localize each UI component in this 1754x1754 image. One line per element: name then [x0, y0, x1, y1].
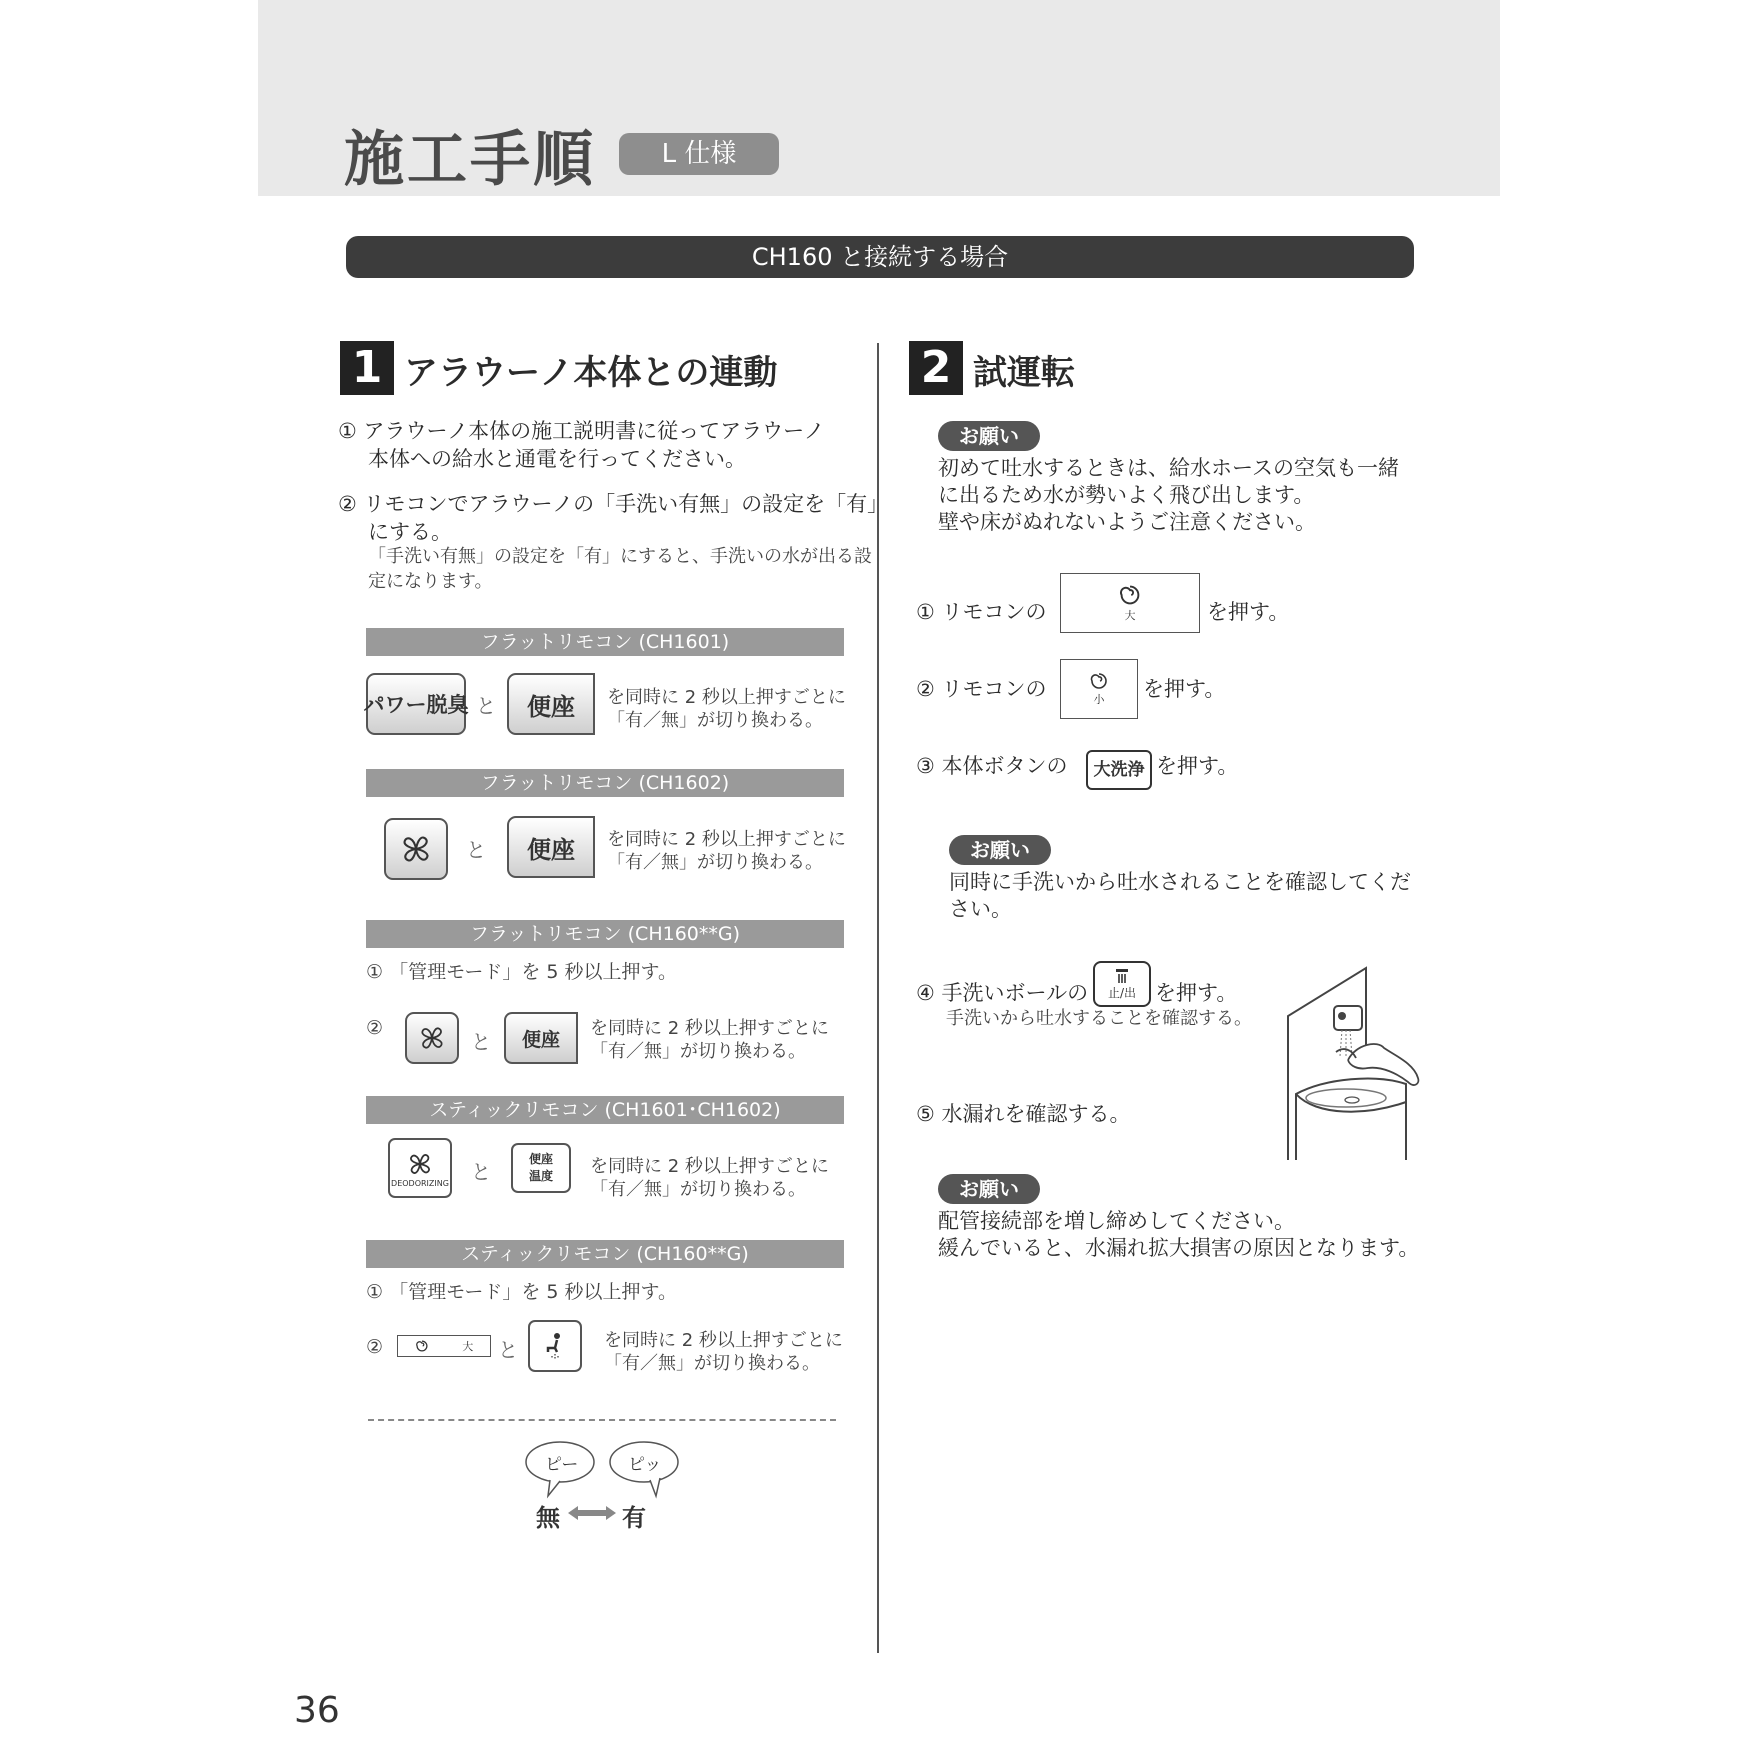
note3-line1: 配管接続部を増し締めしてください。: [938, 1209, 1295, 1233]
request-badge: お願い: [938, 421, 1040, 451]
section-number-1: 1: [340, 341, 394, 395]
press-text: を押す。: [1143, 677, 1226, 701]
page-title: 施工手順: [344, 125, 596, 195]
fan-icon: [397, 830, 435, 868]
remote-bar-stick-ch160g: スティックリモコン (CH160**G): [366, 1240, 844, 1268]
press-text: を押す。: [1155, 981, 1238, 1005]
note1-line1: 初めて吐水するときは、給水ホースの空気も一緒: [938, 456, 1399, 480]
large-flush-body-button[interactable]: 大洗浄: [1086, 750, 1152, 790]
note1-line3: 壁や床がぬれないようご注意ください。: [938, 510, 1316, 534]
test-step4-note: 手洗いから吐水することを確認する。: [946, 1008, 1252, 1029]
note3-line2: 緩んでいると、水漏れ拡大損害の原因となります。: [938, 1236, 1420, 1260]
desc-line1: を同時に 2 秒以上押すごとに: [604, 1330, 843, 1351]
section-title-2: 試運転: [973, 353, 1075, 393]
swirl-icon: [415, 1339, 429, 1353]
off-label: 無: [536, 1504, 560, 1532]
page-number: 36: [294, 1690, 340, 1731]
note2-line1: 同時に手洗いから吐水されることを確認してくだ: [949, 870, 1411, 894]
desc-line2: 「有／無」が切り換わる。: [604, 1353, 820, 1374]
power-deodorize-button[interactable]: パワー脱臭: [366, 673, 466, 735]
desc-line2: 「有／無」が切り換わる。: [607, 852, 823, 873]
note1-line2: に出るため水が勢いよく飛び出します。: [938, 483, 1315, 507]
note2-line2: さい。: [949, 897, 1012, 921]
step1-line2: 本体への給水と通電を行ってください。: [368, 447, 746, 471]
request-badge: お願い: [938, 1174, 1040, 1204]
test-step3: ③ 本体ボタンの: [916, 754, 1068, 778]
small-label: 小: [1093, 693, 1105, 706]
seat-temperature-button[interactable]: [511, 1143, 571, 1193]
step-number-2: ②: [366, 1017, 384, 1039]
swirl-icon: [1089, 671, 1109, 691]
remote-flush-large-button[interactable]: [1060, 573, 1200, 633]
fan-icon: [405, 1149, 435, 1179]
remote-flush-small-button[interactable]: [1060, 659, 1138, 719]
remote-bar-ch160g: フラットリモコン (CH160**G): [366, 920, 844, 948]
flush-large-button[interactable]: [397, 1335, 491, 1357]
and-text: と: [466, 838, 486, 862]
test-step1: ① リモコンの: [916, 600, 1047, 624]
fan-icon: [416, 1022, 448, 1054]
hand-wash-illustration: [1286, 966, 1422, 1160]
desc-line2: 「有／無」が切り換わる。: [590, 1041, 806, 1062]
and-text: と: [498, 1338, 518, 1362]
press-text: を押す。: [1156, 754, 1239, 778]
desc-line1: を同時に 2 秒以上押すごとに: [590, 1018, 829, 1039]
deodorize-fan-button[interactable]: [405, 1012, 459, 1064]
beep-short-label: ピッ: [628, 1455, 662, 1475]
deodorizing-label: DEODORIZING: [391, 1178, 449, 1188]
and-text: と: [471, 1160, 491, 1184]
seat-button[interactable]: 便座: [504, 1012, 578, 1064]
test-step2: ② リモコンの: [916, 677, 1047, 701]
step2-line2: にする。: [368, 520, 452, 544]
remote-bar-stick-ch1601-ch1602: スティックリモコン (CH1601･CH1602): [366, 1096, 844, 1124]
stop-start-button[interactable]: [1093, 961, 1151, 1007]
large-label: 大: [1124, 609, 1136, 622]
spec-badge: L 仕様: [619, 133, 779, 175]
step2-line1: ② リモコンでアラウーノの「手洗い有無」の設定を「有」: [338, 492, 889, 516]
seat-button[interactable]: 便座: [507, 673, 595, 735]
test-step4: ④ 手洗いボールの: [916, 981, 1089, 1005]
faucet-icon: [1115, 968, 1129, 984]
double-arrow-icon: [566, 1504, 618, 1522]
bidet-icon: [540, 1330, 570, 1362]
temperature-label: 温度: [528, 1169, 553, 1183]
test-step5: ⑤ 水漏れを確認する。: [916, 1102, 1131, 1126]
on-label: 有: [622, 1504, 646, 1532]
admin-mode-step: ① 「管理モード」を 5 秒以上押す。: [366, 1281, 677, 1303]
step1-line1: ① アラウーノ本体の施工説明書に従ってアラウーノ: [338, 419, 825, 443]
and-text: と: [471, 1030, 491, 1054]
request-badge: お願い: [949, 835, 1051, 865]
swirl-icon: [1118, 583, 1142, 607]
remote-bar-ch1601: フラットリモコン (CH1601): [366, 628, 844, 656]
stop-start-label: 止/出: [1107, 985, 1137, 1000]
desc-line2: 「有／無」が切り換わる。: [607, 710, 823, 731]
desc-line1: を同時に 2 秒以上押すごとに: [607, 687, 846, 708]
bidet-button[interactable]: [528, 1320, 582, 1372]
section-title-1: アラウーノ本体との連動: [404, 353, 778, 393]
seat-label: 便座: [528, 1152, 553, 1166]
seat-button[interactable]: 便座: [507, 816, 595, 878]
desc-line1: を同時に 2 秒以上押すごとに: [607, 829, 846, 850]
section-banner: CH160 と接続する場合: [346, 236, 1414, 278]
step2-note2: 定になります。: [368, 571, 493, 592]
large-label: 大: [462, 1340, 474, 1353]
desc-line1: を同時に 2 秒以上押すごとに: [590, 1156, 829, 1177]
column-divider: [877, 343, 879, 1653]
dashed-divider: [368, 1419, 836, 1421]
deodorizing-button[interactable]: [388, 1138, 452, 1198]
section-number-2: 2: [909, 341, 963, 395]
step2-note1: 「手洗い有無」の設定を「有」にすると、手洗いの水が出る設: [368, 546, 872, 567]
step-number-2: ②: [366, 1336, 384, 1358]
deodorize-fan-button[interactable]: [384, 818, 448, 880]
admin-mode-step: ① 「管理モード」を 5 秒以上押す。: [366, 961, 677, 983]
desc-line2: 「有／無」が切り換わる。: [590, 1179, 806, 1200]
beep-long-label: ピー: [545, 1455, 579, 1475]
and-text: と: [476, 694, 496, 718]
press-text: を押す。: [1207, 600, 1290, 624]
remote-bar-ch1602: フラットリモコン (CH1602): [366, 769, 844, 797]
